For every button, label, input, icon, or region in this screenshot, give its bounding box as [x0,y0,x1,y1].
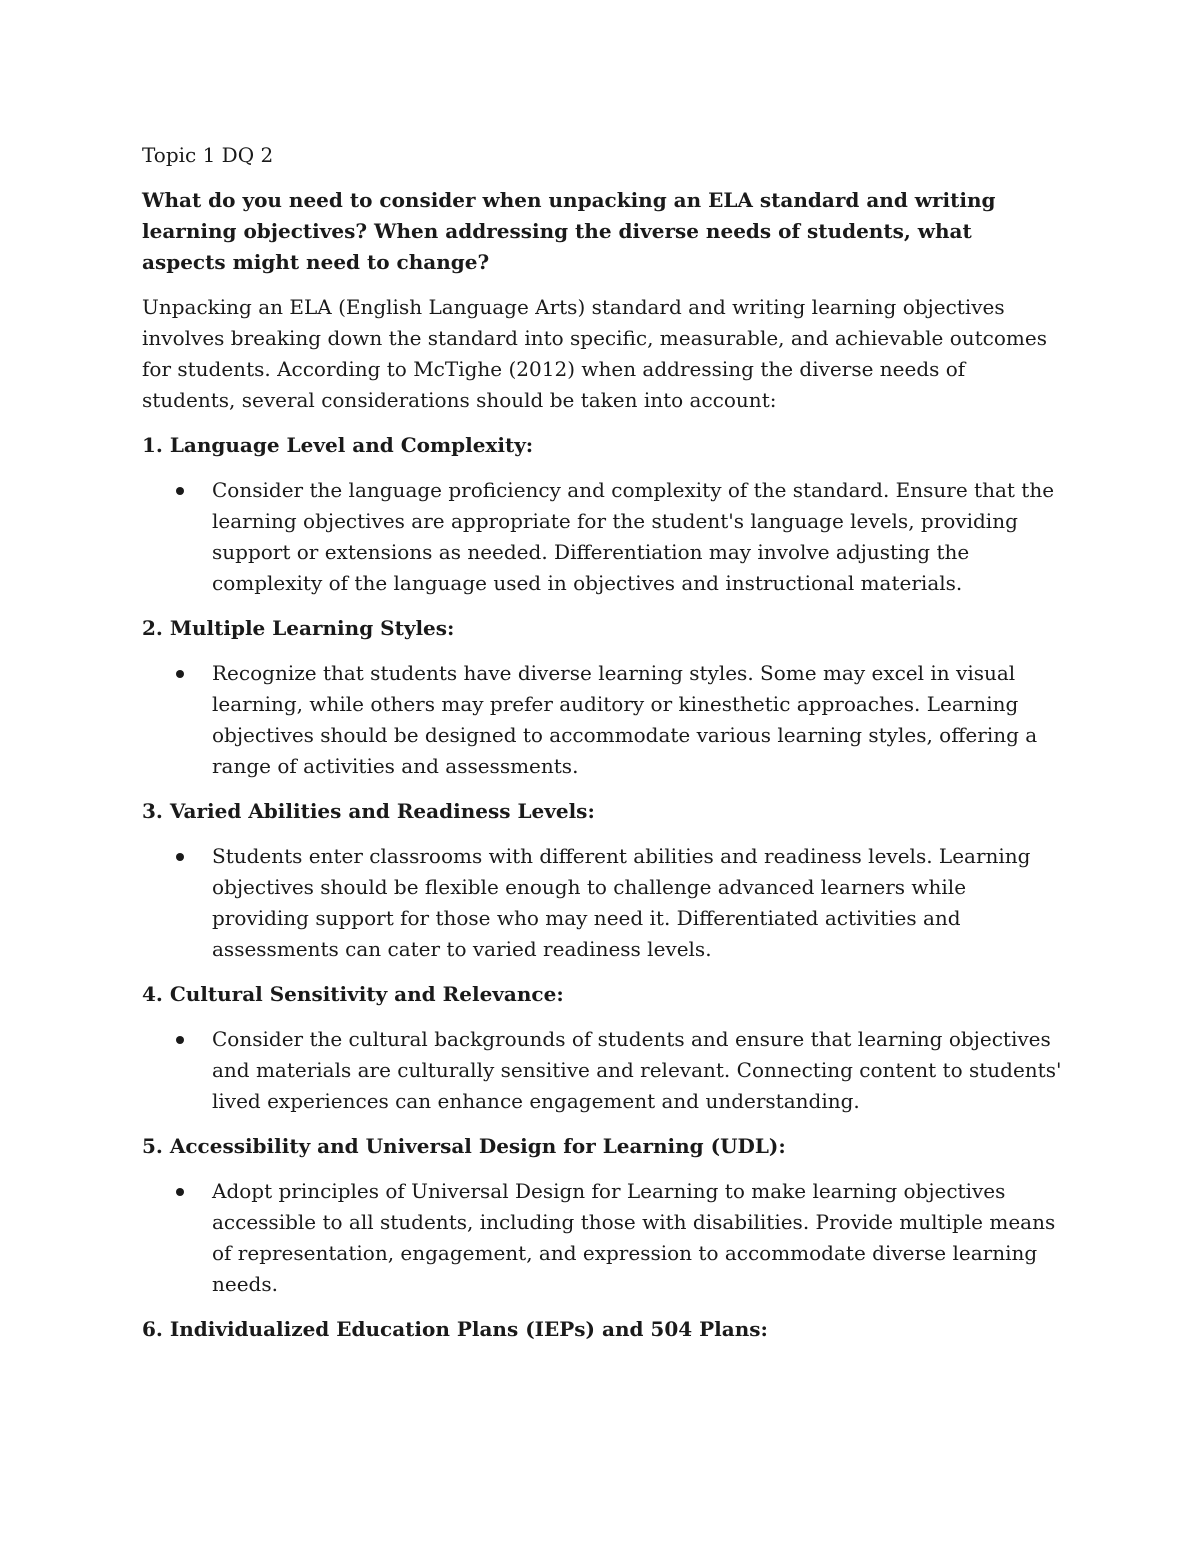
list-item [142,658,1062,782]
discussion-question: What do you need to consider when unpacking an ELA standard and writing learning objectives? When addressing the diverse needs of students, what aspects might need to change? [142,188,996,274]
bullet-text: Students enter classrooms with different abilities and readiness levels. Learning objectives should be flexible enough to challenge advanced learners while providing support for those who may need it. Differentiated activities and assessments can cater to varied readiness levels. [212,844,1031,961]
bullet-icon [176,670,184,678]
bullet-text: Adopt principles of Universal Design for Learning to make learning objectives accessible to all students, including those with disabilities. Provide multiple means of representation, engagement, and expression to accommodate diverse learning needs. [212,1179,1056,1296]
bullet-list-2 [142,658,1062,782]
section-heading-1: 1. Language Level and Complexity: [142,433,534,457]
bullet-list-4 [142,1024,1062,1117]
list-item [142,1024,1062,1117]
bullet-text: Consider the cultural backgrounds of students and ensure that learning objectives and materials are culturally sensitive and relevant. Connecting content to students' lived experiences can enhance engagement and understanding. [212,1027,1062,1113]
bullet-list-5 [142,1176,1062,1300]
list-item [142,841,1062,965]
bullet-icon [176,853,184,861]
bullet-icon [176,1188,184,1196]
section-heading-2: 2. Multiple Learning Styles: [142,616,455,640]
section-heading-3: 3. Varied Abilities and Readiness Levels: [142,799,595,823]
bullet-text: Recognize that students have diverse learning styles. Some may excel in visual learning, while others may prefer auditory or kinesthetic approaches. Learning objectives should be designed to accommodate various learning styles, offering a range of activities and assessments. [212,661,1038,778]
list-item [142,475,1062,599]
bullet-text: Consider the language proficiency and complexity of the standard. Ensure that the learning objectives are appropriate for the student's language levels, providing support or extensions as needed. Differentiation may involve adjusting the complexity of the language used in objectives and instructional materials. [212,478,1055,595]
topic-line: Topic 1 DQ 2 [142,143,274,167]
section-heading-5: 5. Accessibility and Universal Design for Learning (UDL): [142,1134,786,1158]
section-heading-6: 6. Individualized Education Plans (IEPs) and 504 Plans: [142,1317,768,1341]
list-item [142,1176,1062,1300]
document-page [142,140,1062,1359]
bullet-icon [176,1036,184,1044]
bullet-icon [176,487,184,495]
section-heading-4: 4. Cultural Sensitivity and Relevance: [142,982,564,1006]
bullet-list-3 [142,841,1062,965]
bullet-list-1 [142,475,1062,599]
intro-paragraph: Unpacking an ELA (English Language Arts) standard and writing learning objectives involves breaking down the standard into specific, measurable, and achievable outcomes for students. According to McTighe (2012) when addressing the diverse needs of students, several considerations should be taken into account: [142,295,1047,412]
